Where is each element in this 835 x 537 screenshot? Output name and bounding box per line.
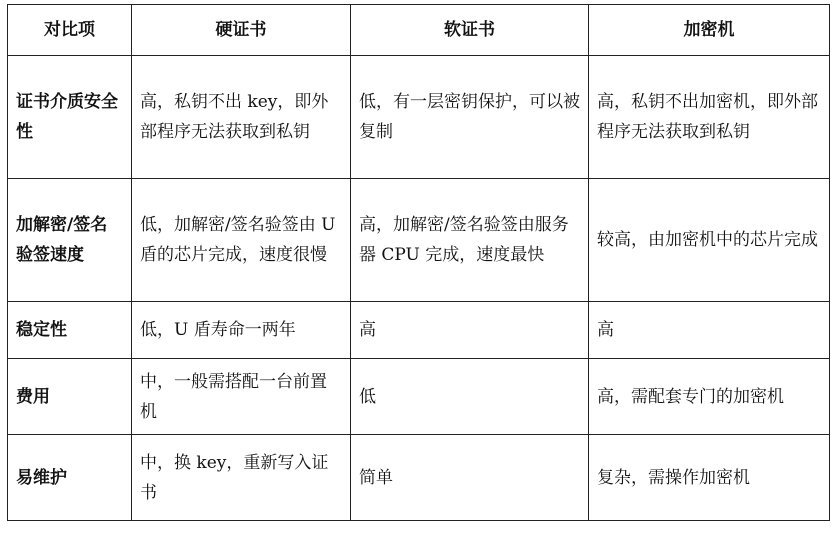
cell-soft-cert: 低，有一层密钥保护，可以被复制 xyxy=(351,56,589,179)
header-hsm: 加密机 xyxy=(589,5,830,56)
cell-hard-cert: 低，U 盾寿命一两年 xyxy=(132,302,351,359)
cell-soft-cert: 高，加解密/签名验签由服务器 CPU 完成，速度最快 xyxy=(351,179,589,302)
cell-soft-cert: 简单 xyxy=(351,435,589,521)
cell-hard-cert: 中，一般需搭配一台前置机 xyxy=(132,359,351,435)
header-item: 对比项 xyxy=(8,5,132,56)
header-hard-cert: 硬证书 xyxy=(132,5,351,56)
cell-soft-cert: 高 xyxy=(351,302,589,359)
row-label: 证书介质安全性 xyxy=(8,56,132,179)
row-label: 加解密/签名验签速度 xyxy=(8,179,132,302)
cell-hard-cert: 中，换 key，重新写入证书 xyxy=(132,435,351,521)
table-row xyxy=(8,435,830,521)
cell-hsm: 高，私钥不出加密机，即外部程序无法获取到私钥 xyxy=(589,56,830,179)
table-row xyxy=(8,359,830,435)
cell-hsm: 高，需配套专门的加密机 xyxy=(589,359,830,435)
cell-soft-cert: 低 xyxy=(351,359,589,435)
table-row xyxy=(8,179,830,302)
cell-hard-cert: 低，加解密/签名验签由 U 盾的芯片完成，速度很慢 xyxy=(132,179,351,302)
cell-hsm: 高 xyxy=(589,302,830,359)
cell-hard-cert: 高，私钥不出 key，即外部程序无法获取到私钥 xyxy=(132,56,351,179)
header-soft-cert: 软证书 xyxy=(351,5,589,56)
table-row xyxy=(8,302,830,359)
comparison-table xyxy=(7,4,830,521)
table-row xyxy=(8,56,830,179)
row-label: 费用 xyxy=(8,359,132,435)
row-label: 易维护 xyxy=(8,435,132,521)
cell-hsm: 复杂，需操作加密机 xyxy=(589,435,830,521)
row-label: 稳定性 xyxy=(8,302,132,359)
cell-hsm: 较高，由加密机中的芯片完成 xyxy=(589,179,830,302)
table-header-row xyxy=(8,5,830,56)
